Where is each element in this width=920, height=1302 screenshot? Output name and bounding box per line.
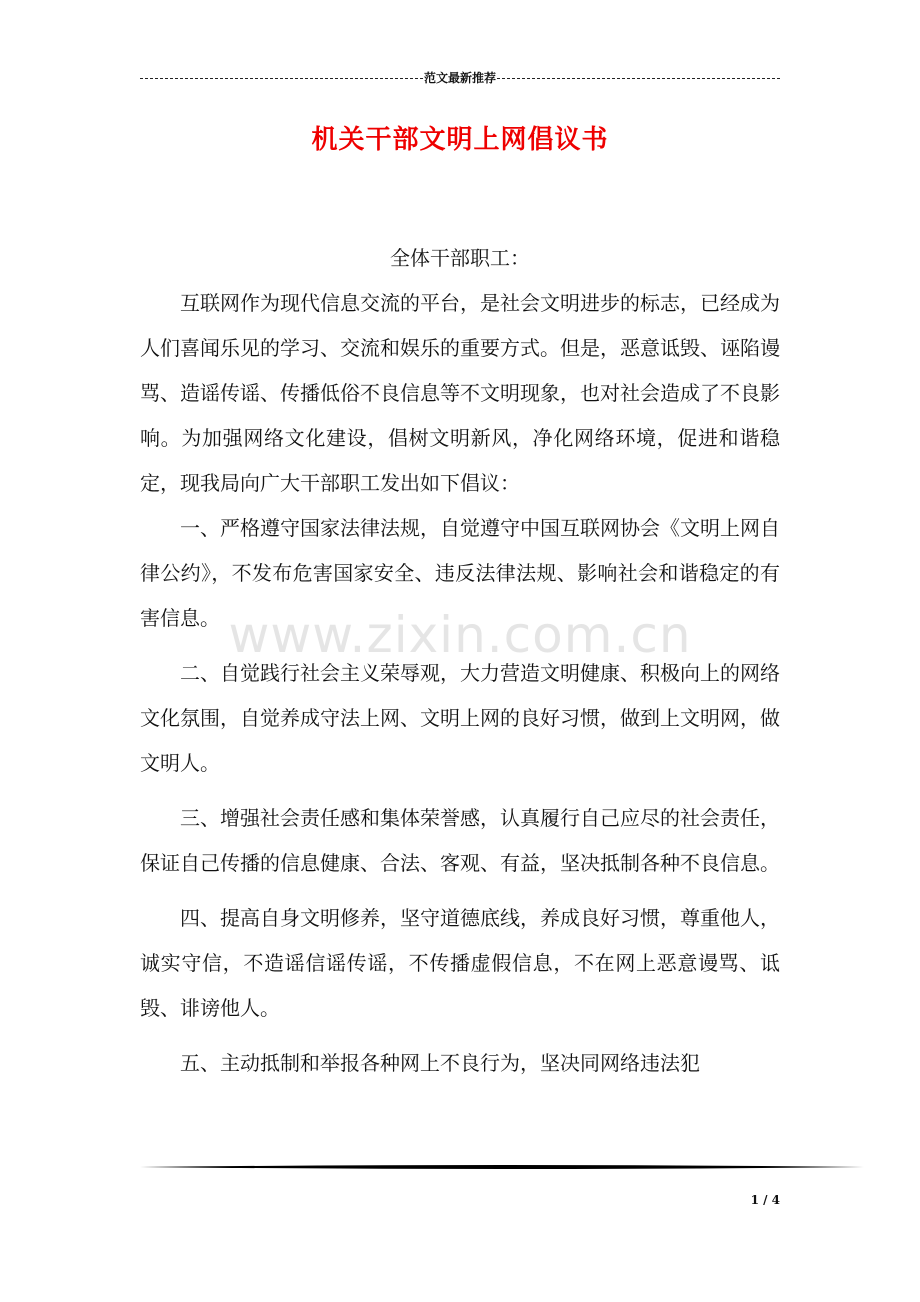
paragraph-item-4: 四、提高自身文明修养，坚守道德底线，养成良好习惯，尊重他人，诚实守信，不造谣信谣传谣，不传播虚假信息，不在网上恶意谩骂、诋毁、诽谤他人。 [140, 906, 780, 1020]
paragraph-intro: 互联网作为现代信息交流的平台，是社会文明进步的标志，已经成为人们喜闻乐见的学习、交流和娱乐的重要方式。但是，恶意诋毁、诬陷谩骂、造谣传谣、传播低俗不良信息等不文明现象，也对社会造成了不良影响。为加强网络文化建设，倡树文明新风，净化网络环境，促进和谐稳定，现我局向广大干部职工发出如下倡议： [140, 291, 780, 495]
paragraph-item-2: 二、自觉践行社会主义荣辱观，大力营造文明健康、积极向上的网络文化氛围，自觉养成守法上网、文明上网的良好习惯，做到上文明网，做文明人。 [140, 661, 780, 775]
header-label: 范文最新推荐 [424, 71, 497, 85]
page-number: 1 / 4 [750, 1193, 780, 1207]
document-body [140, 236, 780, 1086]
paragraph-item-1: 一、严格遵守国家法律法规，自觉遵守中国互联网协会《文明上网自律公约》，不发布危害国家安全、违反法律法规、影响社会和谐稳定的有害信息。 [140, 516, 780, 630]
footer-rule [140, 1162, 864, 1172]
paragraph-item-3: 三、增强社会责任感和集体荣誉感，认真履行自己应尽的社会责任，保证自己传播的信息健康、合法、客观、有益，坚决抵制各种不良信息。 [140, 806, 780, 875]
header-dashes-right [497, 78, 780, 80]
salutation: 全体干部职工： [390, 246, 530, 270]
header-dashes-left [140, 78, 423, 80]
page-header [140, 68, 780, 88]
watermark: www.zixin.com.cn [228, 606, 692, 664]
paragraph-item-5: 五、主动抵制和举报各种网上不良行为，坚决同网络违法犯 [180, 1051, 700, 1075]
document-title: 机关干部文明上网倡议书 [311, 125, 609, 155]
